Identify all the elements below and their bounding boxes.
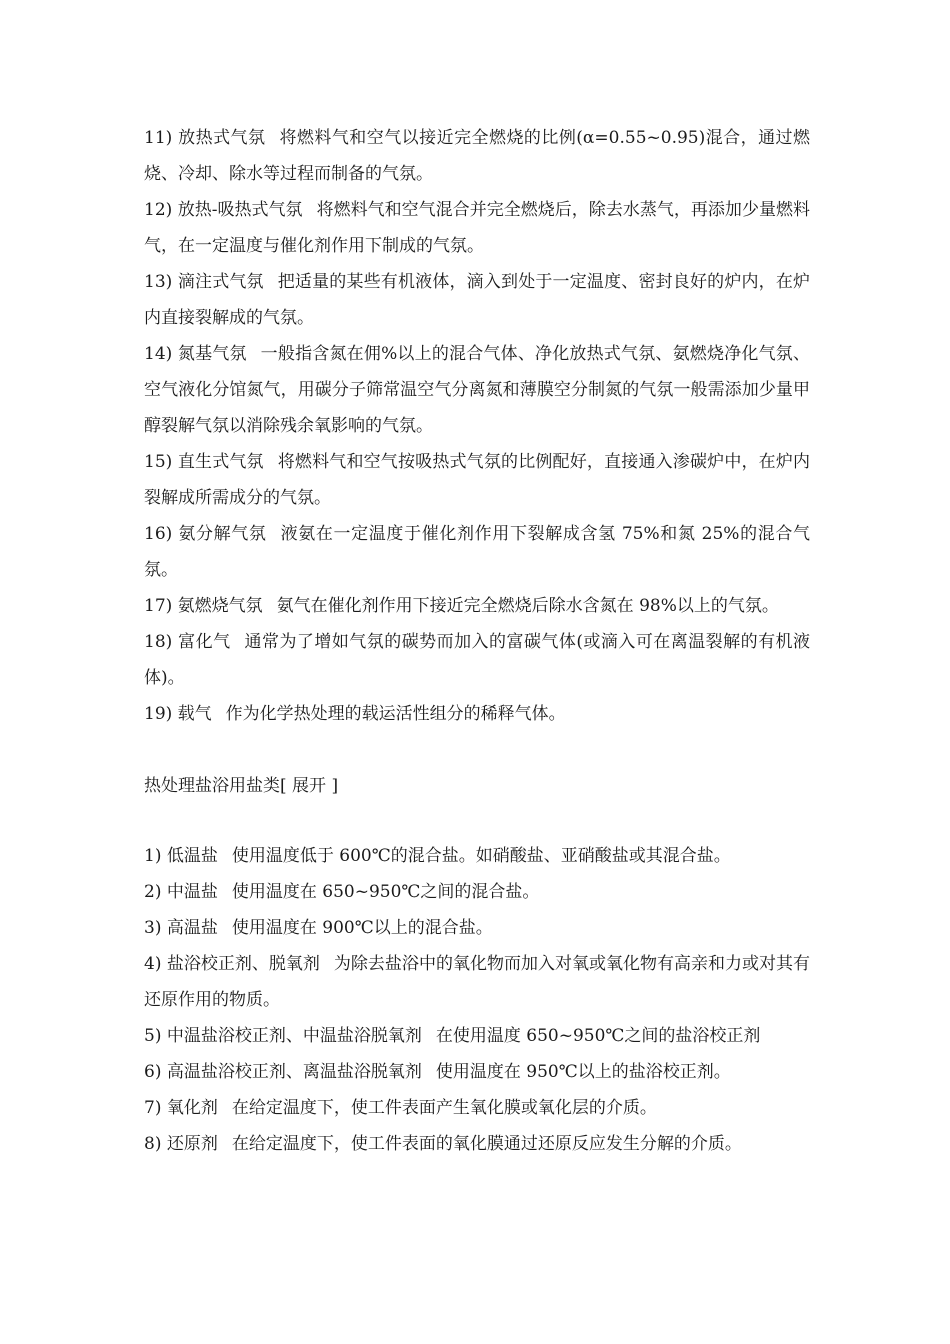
section-heading: [144, 768, 810, 804]
item-number: 12): [144, 200, 173, 220]
item-number: 15): [144, 452, 173, 472]
section-spacer: [144, 732, 810, 768]
item-term: 中温盐: [166, 882, 218, 902]
item-term: 富化气: [178, 632, 231, 652]
atmosphere-item-19: [144, 696, 810, 732]
item-description: 通常为了增如气氛的碳势而加入的富碳气体(或滴入可在离温裂解的有机液体)。: [144, 632, 810, 688]
item-description: 氨气在催化剂作用下接近完全燃烧后除水含氮在 98%以上的气氛。: [276, 596, 779, 616]
item-number: 1): [144, 846, 162, 866]
item-number: 13): [144, 272, 173, 292]
item-number: 14): [144, 344, 173, 364]
item-number: 2): [144, 882, 162, 902]
item-term: 低温盐: [166, 846, 218, 866]
atmosphere-item-14: [144, 336, 810, 444]
salt-item-3: [144, 910, 810, 946]
item-number: 8): [144, 1134, 162, 1154]
item-number: 4): [144, 954, 162, 974]
item-number: 16): [144, 524, 173, 544]
section-spacer: [144, 804, 810, 838]
salt-item-2: [144, 874, 810, 910]
item-number: 6): [144, 1062, 162, 1082]
section-title: 热处理盐浴用盐类: [144, 776, 280, 796]
item-description: 液氨在一定温度于催化剂作用下裂解成含氢 75%和氮 25%的混合气氛。: [144, 524, 811, 580]
item-number: 3): [144, 918, 162, 938]
item-term: 直生式气氛: [177, 452, 264, 472]
atmosphere-item-16: [144, 516, 810, 588]
expand-link[interactable]: [ 展开 ]: [280, 776, 339, 796]
item-number: 5): [144, 1026, 162, 1046]
item-description: 为除去盐浴中的氧化物而加入对氧或氧化物有高亲和力或对其有还原作用的物质。: [144, 954, 811, 1010]
item-description: 在使用温度 650~950℃之间的盐浴校正剂: [435, 1026, 761, 1046]
salt-item-5: [144, 1018, 810, 1054]
atmosphere-item-15: [144, 444, 810, 516]
item-description: 作为化学热处理的载运活性组分的稀释气体。: [225, 704, 566, 724]
item-term: 盐浴校正剂、脱氧剂: [166, 954, 320, 974]
item-term: 中温盐浴校正剂、中温盐浴脱氧剂: [166, 1026, 422, 1046]
item-description: 一般指含氮在佣%以上的混合气体、净化放热式气氛、氨燃烧净化气氛、空气液化分馆氮气，用碳分子筛常温空气分离氮和薄膜空分制氮的气氛一般需添加少量甲醇裂解气氛以消除残余氧影响的气氛。: [144, 344, 810, 436]
item-term: 放热-吸热式气氛: [177, 200, 303, 220]
item-number: 19): [144, 704, 173, 724]
salt-item-4: [144, 946, 810, 1018]
salt-item-6: [144, 1054, 810, 1090]
salt-item-8: [144, 1126, 810, 1162]
item-description: 使用温度在 950℃以上的盐浴校正剂。: [435, 1062, 731, 1082]
item-number: 7): [144, 1098, 162, 1118]
salt-item-1: [144, 838, 810, 874]
document-page: [144, 120, 810, 1162]
item-number: 17): [144, 596, 173, 616]
item-term: 氨燃烧气氛: [177, 596, 263, 616]
item-description: 将燃料气和空气以接近完全燃烧的比例(α=0.55~0.95)混合，通过燃烧、冷却、除水等过程而制备的气氛。: [144, 128, 811, 184]
item-number: 18): [144, 632, 173, 652]
item-term: 滴注式气氛: [177, 272, 264, 292]
item-term: 高温盐: [166, 918, 218, 938]
item-description: 在给定温度下，使工件表面的氧化膜通过还原反应发生分解的介质。: [231, 1134, 742, 1154]
item-description: 使用温度低于 600℃的混合盐。如硝酸盐、亚硝酸盐或其混合盐。: [231, 846, 731, 866]
item-description: 在给定温度下，使工件表面产生氧化膜或氧化层的介质。: [231, 1098, 657, 1118]
item-term: 载气: [177, 704, 212, 724]
item-term: 高温盐浴校正剂、离温盐浴脱氧剂: [166, 1062, 422, 1082]
item-description: 把适量的某些有机液体，滴入到处于一定温度、密封良好的炉内，在炉内直接裂解成的气氛。: [144, 272, 811, 328]
item-term: 氮基气氛: [177, 344, 247, 364]
salt-item-7: [144, 1090, 810, 1126]
item-term: 还原剂: [166, 1134, 218, 1154]
atmosphere-item-17: [144, 588, 810, 624]
item-term: 氨分解气氛: [178, 524, 267, 544]
item-description: 使用温度在 650~950℃之间的混合盐。: [231, 882, 540, 902]
atmosphere-item-11: [144, 120, 810, 192]
atmosphere-item-13: [144, 264, 810, 336]
item-term: 氧化剂: [166, 1098, 218, 1118]
item-description: 将燃料气和空气按吸热式气氛的比例配好，直接通入渗碳炉中，在炉内裂解成所需成分的气氛。: [144, 452, 811, 508]
atmosphere-item-18: [144, 624, 810, 696]
item-term: 放热式气氛: [178, 128, 266, 148]
atmosphere-item-12: [144, 192, 810, 264]
item-description: 将燃料气和空气混合并完全燃烧后，除去水蒸气，再添加少量燃料气，在一定温度与催化剂作用下制成的气氛。: [144, 200, 810, 256]
item-description: 使用温度在 900℃以上的混合盐。: [231, 918, 493, 938]
item-number: 11): [144, 128, 173, 148]
